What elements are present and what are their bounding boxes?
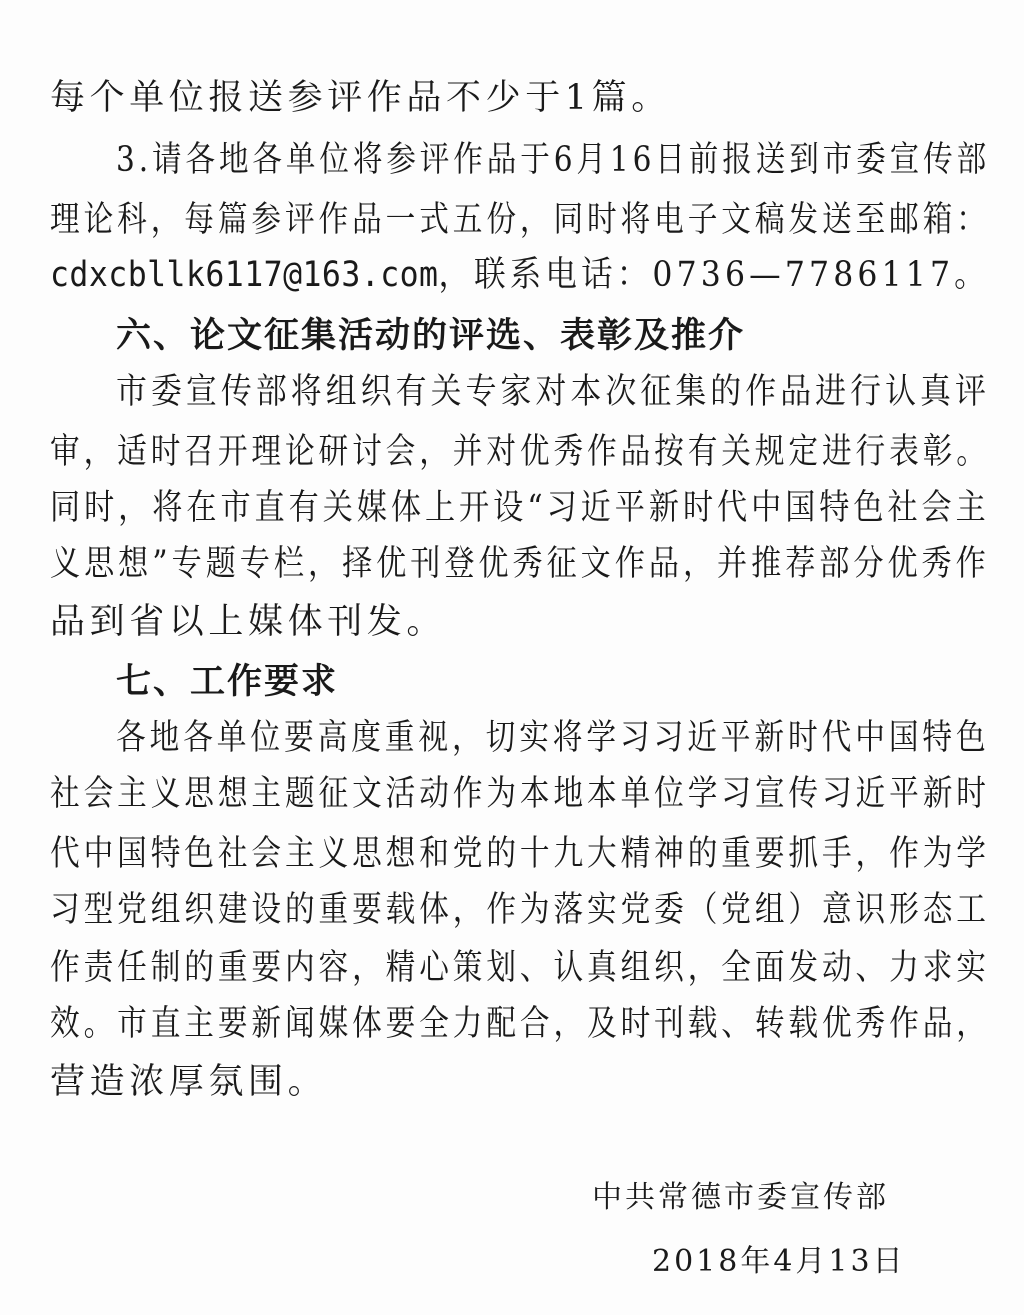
paragraph-line: 效。市直主要新闻媒体要全力配合，及时刊载、转载优秀作品， [50, 1004, 990, 1044]
paragraph-line: 社会主义思想主题征文活动作为本地本单位学习宣传习近平新时 [50, 774, 990, 814]
paragraph-line: 市委宣传部将组织有关专家对本次征集的作品进行认真评 [116, 372, 990, 412]
paragraph-line: 同时，将在市直有关媒体上开设“习近平新时代中国特色社会主 [50, 488, 990, 528]
paragraph-line: 习型党组织建设的重要载体，作为落实党委（党组）意识形态工 [50, 890, 990, 930]
paragraph-line: 代中国特色社会主义思想和党的十九大精神的重要抓手，作为学 [50, 834, 990, 874]
paragraph-line: 作责任制的重要内容，精心策划、认真组织，全面发动、力求实 [50, 948, 990, 988]
paragraph-line: 理论科，每篇参评作品一式五份，同时将电子文稿发送至邮箱： [50, 200, 990, 240]
phone-text: ，联系电话：0736—7786117。 [438, 255, 990, 295]
paragraph-line: 3.请各地各单位将参评作品于6月16日前报送到市委宣传部 [116, 140, 991, 180]
paragraph-line: 义思想”专题专栏，择优刊登优秀征文作品，并推荐部分优秀作 [50, 544, 990, 584]
email-address: cdxcbllk6117@163.com [50, 255, 439, 295]
signature-date: 2018年4月13日 [652, 1244, 906, 1279]
section-heading-6: 六、论文征集活动的评选、表彰及推介 [116, 316, 746, 356]
paragraph-line: 每个单位报送参评作品不少于1篇。 [50, 78, 671, 118]
signature-organization: 中共常德市委宣传部 [592, 1180, 889, 1215]
section-heading-7: 七、工作要求 [116, 662, 339, 702]
paragraph-line: 品到省以上媒体刊发。 [50, 602, 447, 642]
contact-line [50, 255, 990, 295]
paragraph-line: 审，适时召开理论研讨会，并对优秀作品按有关规定进行表彰。 [50, 432, 990, 472]
paragraph-line: 各地各单位要高度重视，切实将学习习近平新时代中国特色 [116, 718, 990, 758]
paragraph-line: 营造浓厚氛围。 [50, 1062, 328, 1102]
